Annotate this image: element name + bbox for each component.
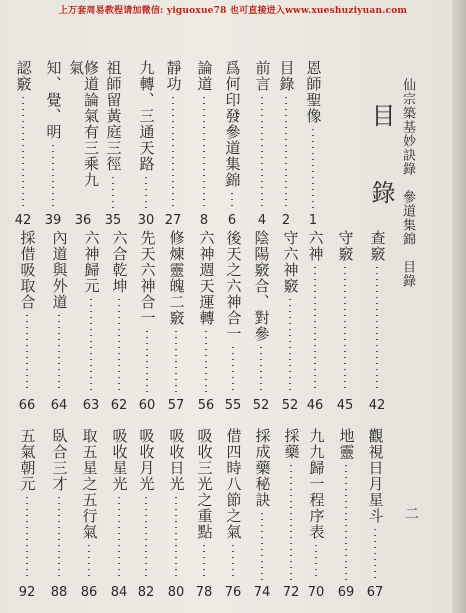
toc-entry-page: 56 — [197, 398, 215, 413]
toc-leader-dots — [118, 299, 120, 393]
toc-entry — [108, 428, 130, 600]
toc-entry-title: 目錄 — [277, 60, 296, 92]
toc-leader-dots — [314, 267, 316, 393]
toc-entry — [305, 428, 327, 600]
toc-entry-page: 92 — [18, 585, 36, 600]
toc-entry — [42, 60, 64, 228]
toc-entry-page: 30 — [137, 213, 155, 228]
toc-entry-title: 爲何印發參道集錦 — [223, 60, 242, 188]
toc-entry-title: 採藥 — [282, 428, 301, 460]
toc-leader-dots — [290, 465, 292, 580]
toc-entry — [108, 230, 130, 413]
toc-entry — [78, 428, 100, 600]
toc-entry-title: 五氣朝元 — [18, 428, 37, 492]
toc-leader-dots — [118, 497, 120, 580]
toc-entry-title: 查竅 — [368, 230, 387, 262]
toc-entry-title: 吸收三光之重點 — [195, 428, 214, 540]
toc-entry-page: 66 — [18, 398, 36, 413]
toc-entry — [193, 428, 215, 600]
toc-entry — [251, 60, 273, 228]
toc-entry-title: 陰陽竅合、對參 — [252, 230, 271, 342]
toc-entry-title: 前言 — [253, 60, 272, 92]
toc-entry-page: 52 — [281, 398, 299, 413]
toc-entry — [12, 60, 34, 228]
toc-entry-page: 67 — [366, 585, 384, 600]
toc-entry-page: 70 — [307, 585, 325, 600]
toc-entry — [222, 230, 244, 413]
toc-leader-dots — [146, 331, 148, 393]
toc-entry-page: 78 — [195, 585, 213, 600]
toc-entry-page: 42 — [14, 213, 32, 228]
toc-entry-title: 六神週天運轉 — [197, 230, 216, 326]
toc-entry — [16, 230, 38, 413]
toc-leader-dots — [58, 315, 60, 393]
toc-entry-title: 認竅 — [14, 60, 33, 92]
toc-entry — [136, 230, 158, 413]
toc-leader-dots — [345, 465, 347, 580]
page-binding-edge — [452, 0, 466, 613]
toc-entry-page: 63 — [82, 398, 100, 413]
toc-entry-page: 60 — [138, 398, 156, 413]
toc-entry-page: 8 — [199, 213, 209, 228]
toc-entry — [135, 428, 157, 600]
toc-entry — [222, 428, 244, 600]
toc-entry — [165, 230, 187, 413]
toc-entry-page: 45 — [336, 398, 354, 413]
toc-heading-lu: 錄 — [367, 180, 395, 208]
toc-leader-dots — [145, 177, 147, 208]
toc-entry-page: 55 — [224, 398, 242, 413]
toc-entry-page: 88 — [50, 585, 68, 600]
toc-entry-page: 42 — [368, 398, 386, 413]
toc-leader-dots — [203, 97, 205, 208]
toc-entry — [193, 60, 215, 228]
toc-entry-title: 六神歸元 — [82, 230, 101, 294]
toc-entry-title: 吸收日光 — [167, 428, 186, 492]
toc-entry — [102, 60, 124, 228]
toc-leader-dots — [58, 497, 60, 580]
toc-leader-dots — [374, 529, 376, 580]
toc-entry-title: 九轉、三通天路 — [137, 60, 156, 172]
toc-entry — [364, 428, 386, 600]
toc-entry-title: 採借吸取合 — [18, 230, 37, 310]
toc-entry-page: 52 — [252, 398, 270, 413]
toc-leader-dots — [203, 545, 205, 580]
toc-leader-dots — [175, 331, 177, 393]
toc-entry-title: 採成藥秘訣 — [253, 428, 272, 508]
toc-leader-dots — [88, 545, 90, 580]
toc-entry — [16, 428, 38, 600]
toc-entry-title: 論道 — [195, 60, 214, 92]
toc-entry-title: 地靈 — [337, 428, 356, 460]
toc-entry-title: 吸收星光 — [110, 428, 129, 492]
toc-entry-page: 86 — [80, 585, 98, 600]
toc-leader-dots — [231, 193, 233, 208]
toc-leader-dots — [261, 513, 263, 580]
toc-entry-title: 守六神竅 — [281, 230, 300, 294]
toc-leader-dots — [285, 97, 287, 208]
toc-entry-page: 72 — [282, 585, 300, 600]
toc-entry — [67, 60, 100, 228]
toc-leader-dots — [232, 545, 234, 580]
toc-entry-title: 恩師聖像 — [304, 60, 323, 124]
toc-leader-dots — [175, 497, 177, 580]
toc-entry — [162, 60, 184, 228]
toc-entry — [48, 428, 70, 600]
toc-leader-dots — [90, 299, 92, 393]
toc-entry — [251, 428, 273, 600]
toc-heading-mu: 目 — [367, 103, 395, 131]
toc-entry-title: 臥合三才 — [50, 428, 69, 492]
toc-entry-title: 修煉靈魄二竅 — [167, 230, 186, 326]
toc-entry — [48, 230, 70, 413]
toc-entry-page: 69 — [337, 585, 355, 600]
toc-entry-page: 80 — [167, 585, 185, 600]
toc-entry-page: 76 — [224, 585, 242, 600]
toc-entry-page: 4 — [257, 213, 267, 228]
toc-entry-title: 借四時八節之氣 — [224, 428, 243, 540]
toc-entry-page: 36 — [74, 213, 92, 228]
toc-leader-dots — [260, 347, 262, 393]
toc-entry-page: 46 — [306, 398, 324, 413]
toc-entry-title: 內道與外道 — [50, 230, 69, 310]
toc-leader-dots — [26, 315, 28, 393]
toc-entry-page: 84 — [110, 585, 128, 600]
toc-leader-dots — [205, 331, 207, 393]
running-title: 仙宗築基妙訣錄 參道集錦 目錄 — [400, 78, 415, 288]
toc-leader-dots — [22, 97, 24, 208]
toc-entry-title: 修道論氣有三乘九氣 — [67, 60, 100, 188]
toc-entry-page: 39 — [44, 213, 62, 228]
toc-entry-page: 2 — [281, 213, 291, 228]
toc-entry — [334, 230, 356, 413]
toc-entry-page: 1 — [308, 213, 318, 228]
toc-entry-page: 57 — [167, 398, 185, 413]
toc-leader-dots — [112, 177, 114, 208]
toc-leader-dots — [261, 97, 263, 208]
toc-entry — [335, 428, 357, 600]
toc-leader-dots — [312, 129, 314, 208]
toc-entry — [280, 428, 302, 600]
toc-entry — [275, 60, 297, 228]
toc-entry-title: 知、覺、明 — [44, 60, 63, 140]
toc-entry — [135, 60, 157, 228]
toc-leader-dots — [232, 347, 234, 393]
toc-entry — [195, 230, 217, 413]
toc-entry-page: 35 — [104, 213, 122, 228]
toc-leader-dots — [172, 97, 174, 208]
toc-entry — [221, 60, 243, 228]
toc-entry-page: 6 — [227, 213, 237, 228]
toc-entry-title: 六合乾坤 — [110, 230, 129, 294]
toc-leader-dots — [26, 497, 28, 580]
toc-entry-page: 62 — [110, 398, 128, 413]
toc-entry-page: 64 — [50, 398, 68, 413]
toc-entry-title: 觀視日月星斗 — [366, 428, 385, 524]
toc-entry — [302, 60, 324, 228]
toc-entry-title: 先天六神合一 — [138, 230, 157, 326]
toc-entry — [279, 230, 301, 413]
toc-entry-page: 74 — [253, 585, 271, 600]
toc-entry-title: 吸收月光 — [137, 428, 156, 492]
toc-leader-dots — [289, 299, 291, 393]
page-number: 二 — [403, 506, 419, 520]
toc-leader-dots — [315, 545, 317, 580]
toc-entry-title: 九九歸一程序表 — [307, 428, 326, 540]
toc-entry-title: 守竅 — [336, 230, 355, 262]
toc-entry-page: 82 — [137, 585, 155, 600]
toc-leader-dots — [52, 145, 54, 208]
toc-entry-title: 六神 — [306, 230, 325, 262]
toc-entry-title: 靜功 — [164, 60, 183, 92]
toc-leader-dots — [376, 267, 378, 393]
toc-entry — [250, 230, 272, 413]
toc-entry — [80, 230, 102, 413]
toc-leader-dots — [344, 267, 346, 393]
toc-entry — [366, 230, 388, 413]
toc-leader-dots — [145, 497, 147, 580]
toc-entry — [165, 428, 187, 600]
toc-entry-title: 後天之六神合一 — [224, 230, 243, 342]
toc-entry — [304, 230, 326, 413]
watermark-banner: 上万套周易教程请加微信: yiguoxue78 也可直接进入www.xueshuziyuan.com — [58, 6, 408, 16]
toc-entry-title: 取五星之五行氣 — [80, 428, 99, 540]
toc-entry-page: 27 — [164, 213, 182, 228]
toc-entry-title: 祖師留黃庭三徑 — [104, 60, 123, 172]
